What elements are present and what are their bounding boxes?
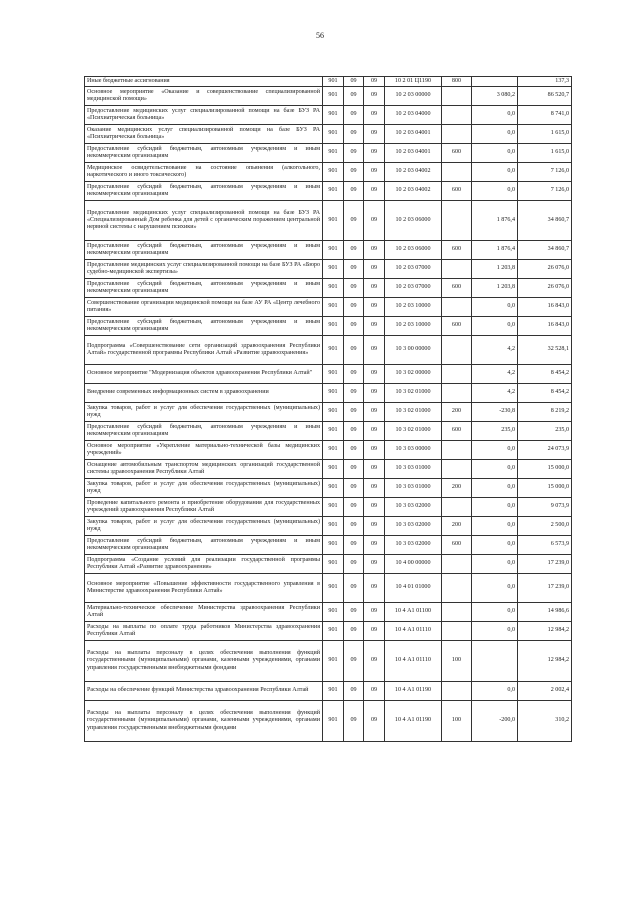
admin-code: 901	[323, 403, 344, 422]
table-row	[85, 125, 572, 144]
total-amount: 7 126,0	[518, 182, 572, 201]
row-name: Расходы на выплаты по оплате труда работников Министерства здравоохранения Республики Алтай	[85, 622, 323, 641]
target-code: 10 2 03 04001	[385, 125, 442, 144]
target-code: 10 2 03 04000	[385, 106, 442, 125]
row-name: Закупка товаров, работ и услуг для обеспечения государственных (муниципальных) нужд	[85, 403, 323, 422]
subsection-code: 09	[364, 603, 385, 622]
change-amount: 0,0	[472, 555, 518, 574]
subsection-code: 09	[364, 182, 385, 201]
row-name: Основное мероприятие «Оказание и совершенствование специализированной медицинской помощи»	[85, 87, 323, 106]
admin-code: 901	[323, 422, 344, 441]
subsection-code: 09	[364, 701, 385, 742]
target-code: 10 2 03 04001	[385, 144, 442, 163]
subsection-code: 09	[364, 555, 385, 574]
target-code: 10 2 03 07000	[385, 279, 442, 298]
row-name: Основное мероприятие "Модернизация объектов здравоохранения Республики Алтай"	[85, 365, 323, 384]
expense-type-code	[442, 87, 472, 106]
subsection-code: 09	[364, 403, 385, 422]
change-amount: 0,0	[472, 182, 518, 201]
row-name: Предоставление медицинских услуг специализированной помощи на базе БУЗ РА «Специализированный Дом ребенка для детей с органическим поражением центральной нервной системы с нарушением психики»	[85, 201, 323, 241]
total-amount: 17 239,0	[518, 574, 572, 603]
target-code: 10 4 01 01000	[385, 574, 442, 603]
table-row	[85, 701, 572, 742]
expense-type-code	[442, 163, 472, 182]
subsection-code: 09	[364, 241, 385, 260]
row-name: Оснащение автомобильным транспортом медицинских организаций государственной системы здравоохранения Республики Алтай	[85, 460, 323, 479]
subsection-code: 09	[364, 77, 385, 87]
admin-code: 901	[323, 498, 344, 517]
target-code: 10 2 03 06000	[385, 201, 442, 241]
admin-code: 901	[323, 701, 344, 742]
table-row	[85, 201, 572, 241]
admin-code: 901	[323, 574, 344, 603]
target-code: 10 3 02 01000	[385, 384, 442, 403]
total-amount: 26 076,0	[518, 260, 572, 279]
section-code: 09	[344, 77, 364, 87]
change-amount: 235,0	[472, 422, 518, 441]
section-code: 09	[344, 201, 364, 241]
table-row	[85, 536, 572, 555]
change-amount: 0,0	[472, 574, 518, 603]
row-name: Предоставление субсидий бюджетным, автономным учреждениям и иным некоммерческим организациям	[85, 241, 323, 260]
target-code: 10 4 00 00000	[385, 555, 442, 574]
row-name: Основное мероприятие «Повышение эффективности государственного управления в Министерстве здравоохранения Республики Алтай»	[85, 574, 323, 603]
row-name: Внедрение современных информационных систем в здравоохранении	[85, 384, 323, 403]
change-amount: 0,0	[472, 517, 518, 536]
target-code: 10 3 03 02000	[385, 536, 442, 555]
subsection-code: 09	[364, 317, 385, 336]
change-amount: 0,0	[472, 441, 518, 460]
table-row	[85, 106, 572, 125]
total-amount: 16 843,0	[518, 317, 572, 336]
target-code: 10 4 А1 01110	[385, 641, 442, 682]
subsection-code: 09	[364, 574, 385, 603]
expense-type-code: 600	[442, 182, 472, 201]
section-code: 09	[344, 182, 364, 201]
table-row	[85, 422, 572, 441]
row-name: Закупка товаров, работ и услуг для обеспечения государственных (муниципальных) нужд	[85, 479, 323, 498]
table-row	[85, 460, 572, 479]
change-amount: 0,0	[472, 106, 518, 125]
total-amount: 235,0	[518, 422, 572, 441]
total-amount: 6 573,9	[518, 536, 572, 555]
table-row	[85, 87, 572, 106]
target-code: 10 4 А1 01190	[385, 682, 442, 701]
row-name: Проведение капитального ремонта и приобретение оборудования для государственных учреждений здравоохранения Республики Алтай	[85, 498, 323, 517]
section-code: 09	[344, 317, 364, 336]
expense-type-code: 200	[442, 479, 472, 498]
change-amount: 1 876,4	[472, 201, 518, 241]
table-row	[85, 279, 572, 298]
change-amount: 0,0	[472, 298, 518, 317]
section-code: 09	[344, 106, 364, 125]
row-name: Предоставление субсидий бюджетным, автономным учреждениям и иным некоммерческим организациям	[85, 279, 323, 298]
section-code: 09	[344, 460, 364, 479]
row-name: Иные бюджетные ассигнования	[85, 77, 323, 87]
subsection-code: 09	[364, 201, 385, 241]
subsection-code: 09	[364, 125, 385, 144]
change-amount: 0,0	[472, 622, 518, 641]
total-amount: 8 454,2	[518, 384, 572, 403]
section-code: 09	[344, 536, 364, 555]
row-name: Подпрограмма «Создание условий для реализации государственной программы Республики Алтай «Развитие здравоохранения»	[85, 555, 323, 574]
target-code: 10 3 03 01000	[385, 460, 442, 479]
page-number: 56	[316, 31, 324, 40]
total-amount: 14 986,6	[518, 603, 572, 622]
admin-code: 901	[323, 641, 344, 682]
total-amount: 8 741,0	[518, 106, 572, 125]
section-code: 09	[344, 641, 364, 682]
section-code: 09	[344, 403, 364, 422]
total-amount: 32 528,1	[518, 336, 572, 365]
table-row	[85, 182, 572, 201]
total-amount: 86 520,7	[518, 87, 572, 106]
admin-code: 901	[323, 365, 344, 384]
change-amount: 3 080,2	[472, 87, 518, 106]
table-row	[85, 641, 572, 682]
admin-code: 901	[323, 384, 344, 403]
target-code: 10 3 03 00000	[385, 441, 442, 460]
change-amount: 0,0	[472, 682, 518, 701]
change-amount: 0,0	[472, 536, 518, 555]
subsection-code: 09	[364, 682, 385, 701]
row-name: Предоставление медицинских услуг специализированной помощи на базе БУЗ РА «Психиатрическая больница»	[85, 106, 323, 125]
table-row	[85, 365, 572, 384]
row-name: Совершенствование организации медицинской помощи на базе АУ РА «Центр лечебного питания»	[85, 298, 323, 317]
target-code: 10 3 00 00000	[385, 336, 442, 365]
subsection-code: 09	[364, 622, 385, 641]
expense-type-code	[442, 365, 472, 384]
admin-code: 901	[323, 182, 344, 201]
table-row	[85, 574, 572, 603]
admin-code: 901	[323, 260, 344, 279]
total-amount: 1 615,0	[518, 144, 572, 163]
subsection-code: 09	[364, 384, 385, 403]
total-amount: 16 843,0	[518, 298, 572, 317]
subsection-code: 09	[364, 460, 385, 479]
admin-code: 901	[323, 441, 344, 460]
expense-type-code: 600	[442, 279, 472, 298]
total-amount: 24 073,9	[518, 441, 572, 460]
row-name: Предоставление субсидий бюджетным, автономным учреждениям и иным некоммерческим организациям	[85, 422, 323, 441]
section-code: 09	[344, 603, 364, 622]
expense-type-code	[442, 336, 472, 365]
expense-type-code	[442, 298, 472, 317]
section-code: 09	[344, 701, 364, 742]
total-amount: 12 984,2	[518, 622, 572, 641]
section-code: 09	[344, 279, 364, 298]
section-code: 09	[344, 682, 364, 701]
expense-type-code: 100	[442, 641, 472, 682]
total-amount: 9 073,9	[518, 498, 572, 517]
table-row	[85, 260, 572, 279]
change-amount: 1 203,8	[472, 260, 518, 279]
table-row	[85, 622, 572, 641]
target-code: 10 2 03 00000	[385, 87, 442, 106]
row-name: Основное мероприятие «Укрепление материально-технической базы медицинских учреждений»	[85, 441, 323, 460]
table-row	[85, 682, 572, 701]
subsection-code: 09	[364, 87, 385, 106]
target-code: 10 2 03 06000	[385, 241, 442, 260]
target-code: 10 2 03 10000	[385, 317, 442, 336]
table-row	[85, 77, 572, 87]
subsection-code: 09	[364, 641, 385, 682]
table-row	[85, 403, 572, 422]
row-name: Оказание медицинских услуг специализированной помощи на базе БУЗ РА «Психиатрическая больница»	[85, 125, 323, 144]
table-row	[85, 498, 572, 517]
row-name: Расходы на обеспечение функций Министерства здравоохранения Республики Алтай	[85, 682, 323, 701]
total-amount: 137,3	[518, 77, 572, 87]
change-amount: 0,0	[472, 479, 518, 498]
expense-type-code: 100	[442, 701, 472, 742]
expense-type-code	[442, 201, 472, 241]
change-amount: 4,2	[472, 384, 518, 403]
admin-code: 901	[323, 555, 344, 574]
expense-type-code: 600	[442, 241, 472, 260]
admin-code: 901	[323, 317, 344, 336]
admin-code: 901	[323, 479, 344, 498]
change-amount: -200,0	[472, 701, 518, 742]
budget-table	[84, 76, 572, 742]
section-code: 09	[344, 574, 364, 603]
target-code: 10 3 03 02000	[385, 498, 442, 517]
total-amount: 7 126,0	[518, 163, 572, 182]
total-amount: 12 984,2	[518, 641, 572, 682]
change-amount: 0,0	[472, 498, 518, 517]
target-code: 10 3 03 02000	[385, 517, 442, 536]
total-amount: 310,2	[518, 701, 572, 742]
row-name: Подпрограмма «Совершенствование сети организаций здравоохранения Республики Алтай» государственной программы Республики Алтай «Развитие здравоохранения»	[85, 336, 323, 365]
target-code: 10 4 А1 01190	[385, 701, 442, 742]
expense-type-code	[442, 125, 472, 144]
target-code: 10 3 03 01000	[385, 479, 442, 498]
admin-code: 901	[323, 279, 344, 298]
admin-code: 901	[323, 87, 344, 106]
total-amount: 8 454,2	[518, 365, 572, 384]
table-row	[85, 241, 572, 260]
row-name: Предоставление субсидий бюджетным, автономным учреждениям и иным некоммерческим организациям	[85, 182, 323, 201]
table-row	[85, 298, 572, 317]
admin-code: 901	[323, 77, 344, 87]
change-amount: 0,0	[472, 144, 518, 163]
change-amount: 0,0	[472, 163, 518, 182]
expense-type-code	[442, 498, 472, 517]
change-amount: 1 203,8	[472, 279, 518, 298]
subsection-code: 09	[364, 298, 385, 317]
expense-type-code	[442, 441, 472, 460]
table-row	[85, 555, 572, 574]
section-code: 09	[344, 517, 364, 536]
admin-code: 901	[323, 106, 344, 125]
row-name: Материально-техническое обеспечение Министерства здравоохранения Республики Алтай	[85, 603, 323, 622]
admin-code: 901	[323, 298, 344, 317]
section-code: 09	[344, 336, 364, 365]
expense-type-code	[442, 260, 472, 279]
budget-table-body	[85, 77, 572, 742]
subsection-code: 09	[364, 441, 385, 460]
total-amount: 15 000,0	[518, 479, 572, 498]
subsection-code: 09	[364, 336, 385, 365]
change-amount: 0,0	[472, 603, 518, 622]
target-code: 10 4 А1 01110	[385, 622, 442, 641]
total-amount: 2 002,4	[518, 682, 572, 701]
change-amount: 0,0	[472, 125, 518, 144]
section-code: 09	[344, 144, 364, 163]
target-code: 10 3 02 00000	[385, 365, 442, 384]
section-code: 09	[344, 622, 364, 641]
table-row	[85, 603, 572, 622]
section-code: 09	[344, 498, 364, 517]
section-code: 09	[344, 384, 364, 403]
subsection-code: 09	[364, 144, 385, 163]
table-row	[85, 317, 572, 336]
row-name: Расходы на выплаты персоналу в целях обеспечения выполнения функций государственными (муниципальными) органами, казенными учреждениями, органами управления государственными внебюджетными фондами	[85, 701, 323, 742]
change-amount: 4,2	[472, 336, 518, 365]
total-amount: 15 000,0	[518, 460, 572, 479]
target-code: 10 2 03 07000	[385, 260, 442, 279]
expense-type-code: 800	[442, 77, 472, 87]
subsection-code: 09	[364, 498, 385, 517]
section-code: 09	[344, 555, 364, 574]
section-code: 09	[344, 87, 364, 106]
admin-code: 901	[323, 163, 344, 182]
subsection-code: 09	[364, 422, 385, 441]
change-amount: 0,0	[472, 460, 518, 479]
subsection-code: 09	[364, 479, 385, 498]
section-code: 09	[344, 163, 364, 182]
row-name: Предоставление медицинских услуг специализированной помощи на базе БУЗ РА «Бюро судебно-медицинской экспертизы»	[85, 260, 323, 279]
admin-code: 901	[323, 201, 344, 241]
row-name: Расходы на выплаты персоналу в целях обеспечения выполнения функций государственными (муниципальными) органами, казенными учреждениями, органами управления государственными внебюджетными фондами	[85, 641, 323, 682]
admin-code: 901	[323, 125, 344, 144]
expense-type-code	[442, 460, 472, 479]
expense-type-code: 600	[442, 144, 472, 163]
change-amount: 4,2	[472, 365, 518, 384]
subsection-code: 09	[364, 106, 385, 125]
row-name: Предоставление субсидий бюджетным, автономным учреждениям и иным некоммерческим организациям	[85, 536, 323, 555]
target-code: 10 2 03 04002	[385, 163, 442, 182]
subsection-code: 09	[364, 536, 385, 555]
total-amount: 26 076,0	[518, 279, 572, 298]
total-amount: 34 860,7	[518, 241, 572, 260]
total-amount: 8 219,2	[518, 403, 572, 422]
expense-type-code	[442, 603, 472, 622]
target-code: 10 2 03 04002	[385, 182, 442, 201]
section-code: 09	[344, 125, 364, 144]
expense-type-code	[442, 555, 472, 574]
change-amount: -230,8	[472, 403, 518, 422]
admin-code: 901	[323, 622, 344, 641]
expense-type-code	[442, 682, 472, 701]
admin-code: 901	[323, 603, 344, 622]
admin-code: 901	[323, 241, 344, 260]
expense-type-code: 200	[442, 403, 472, 422]
row-name: Закупка товаров, работ и услуг для обеспечения государственных (муниципальных) нужд	[85, 517, 323, 536]
section-code: 09	[344, 441, 364, 460]
total-amount: 34 860,7	[518, 201, 572, 241]
change-amount: 1 876,4	[472, 241, 518, 260]
expense-type-code	[442, 574, 472, 603]
table-row	[85, 517, 572, 536]
admin-code: 901	[323, 517, 344, 536]
section-code: 09	[344, 365, 364, 384]
admin-code: 901	[323, 144, 344, 163]
expense-type-code: 600	[442, 317, 472, 336]
subsection-code: 09	[364, 163, 385, 182]
admin-code: 901	[323, 536, 344, 555]
section-code: 09	[344, 241, 364, 260]
section-code: 09	[344, 479, 364, 498]
change-amount	[472, 77, 518, 87]
subsection-code: 09	[364, 260, 385, 279]
admin-code: 901	[323, 682, 344, 701]
expense-type-code: 600	[442, 536, 472, 555]
expense-type-code: 600	[442, 422, 472, 441]
table-row	[85, 479, 572, 498]
target-code: 10 2 03 10000	[385, 298, 442, 317]
table-row	[85, 144, 572, 163]
change-amount	[472, 641, 518, 682]
total-amount: 1 615,0	[518, 125, 572, 144]
subsection-code: 09	[364, 517, 385, 536]
expense-type-code	[442, 384, 472, 403]
table-row	[85, 441, 572, 460]
row-name: Предоставление субсидий бюджетным, автономным учреждениям и иным некоммерческим организациям	[85, 317, 323, 336]
section-code: 09	[344, 422, 364, 441]
row-name: Медицинское освидетельствование на состояние опьянения (алкогольного, наркотического и иного токсического)	[85, 163, 323, 182]
target-code: 10 3 02 01000	[385, 403, 442, 422]
section-code: 09	[344, 260, 364, 279]
section-code: 09	[344, 298, 364, 317]
expense-type-code: 200	[442, 517, 472, 536]
target-code: 10 2 01 Ц1190	[385, 77, 442, 87]
table-row	[85, 336, 572, 365]
total-amount: 17 239,0	[518, 555, 572, 574]
total-amount: 2 500,0	[518, 517, 572, 536]
row-name: Предоставление субсидий бюджетным, автономным учреждениям и иным некоммерческим организациям	[85, 144, 323, 163]
subsection-code: 09	[364, 279, 385, 298]
table-row	[85, 163, 572, 182]
table-row	[85, 384, 572, 403]
target-code: 10 3 02 01000	[385, 422, 442, 441]
admin-code: 901	[323, 460, 344, 479]
admin-code: 901	[323, 336, 344, 365]
subsection-code: 09	[364, 365, 385, 384]
expense-type-code	[442, 622, 472, 641]
target-code: 10 4 А1 01100	[385, 603, 442, 622]
expense-type-code	[442, 106, 472, 125]
change-amount: 0,0	[472, 317, 518, 336]
